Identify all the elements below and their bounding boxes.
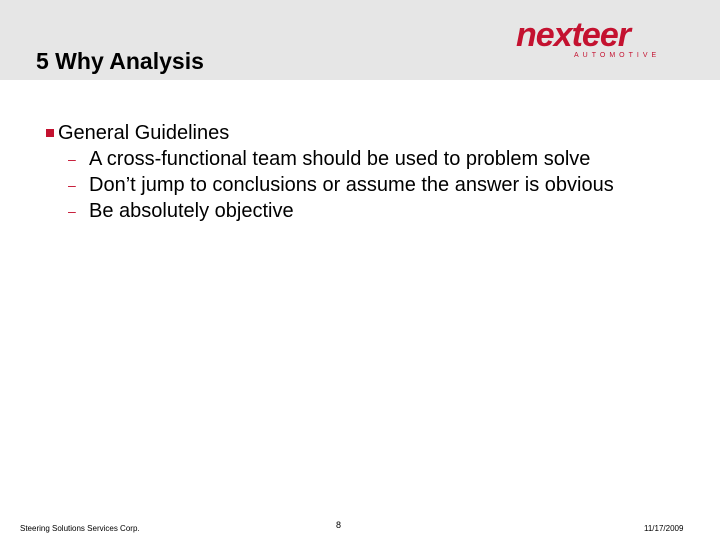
sub-bullet [46,146,639,172]
footer-date: 11/17/2009 [644,524,684,533]
nexteer-logo [516,16,688,66]
sub-bullet [46,198,639,224]
sub-bullet-text: A cross-functional team should be used to problem solve [89,148,591,170]
sub-bullet [46,172,639,198]
sub-bullet-list [46,146,666,224]
dash-bullet-icon: – [68,151,76,167]
bullet-level1 [46,120,666,146]
footer-company: Steering Solutions Services Corp. [20,524,140,533]
logo-subtitle: AUTOMOTIVE [574,52,661,59]
square-bullet-icon [46,129,54,137]
sub-bullet-text: Don’t jump to conclusions or assume the answer is obvious [89,174,614,196]
slide-body [46,120,666,224]
dash-bullet-icon: – [68,177,76,193]
logo-wordmark: nexteer [516,16,630,54]
dash-bullet-icon: – [68,203,76,219]
bullet-heading: General Guidelines [58,122,230,144]
slide-title: 5 Why Analysis [36,48,204,74]
footer-page-number: 8 [336,520,342,530]
sub-bullet-text: Be absolutely objective [89,200,294,222]
